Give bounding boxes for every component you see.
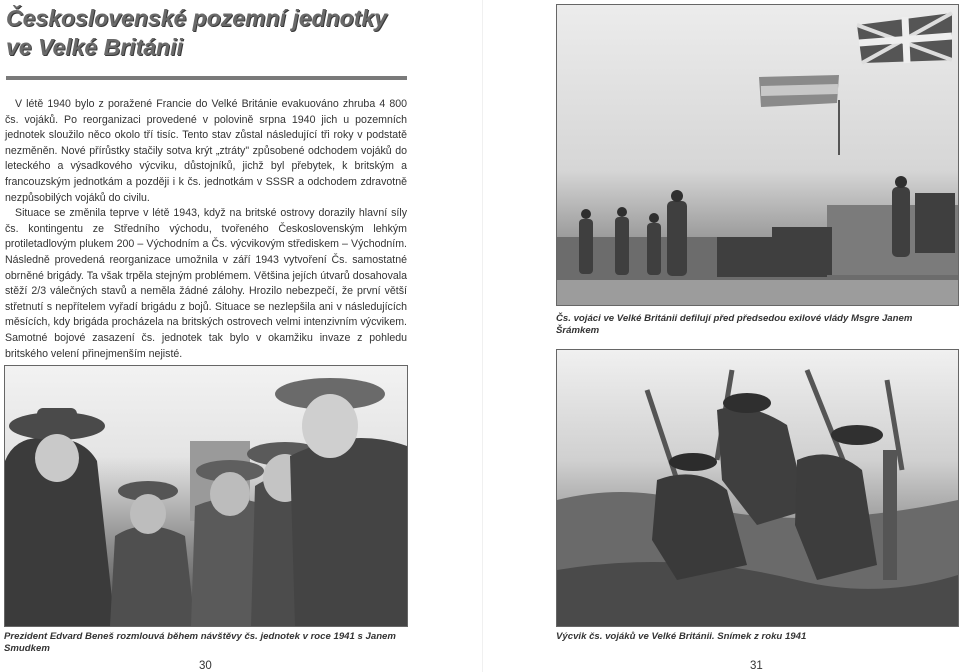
- paragraph-2: Situace se změnila teprve v létě 1943, když na britské ostrovy dorazily hlavní síly čs. kontingentu ze Středního východu, tvořeného Československým lehkým protiletadlovým plukem 200 – Východním a Čs. výcvikovým střediskem – Východním. Následně provedená reorganizace umožnila v září 1943 vytvoření Čs. samostatné obrněné brigády. Ta však trpěla stejným problémem. Většina jejích útvarů dosahovala stěží 2/3 válečných stavů a neměla žádné zálohy. Hrozilo nebezpečí, že první větší střetnutí s nepřítelem vyřadí brigádu z bojů. Situace se nezlepšila ani v následujících měsících, kdy brigáda procházela na britských ostrovech velmi intenzivním výcvikem. Samotné bojové zasazení čs. jednotek tak bylo v okamžiku invaze z pohledu britského velení přinejmenším nejisté.: [5, 207, 407, 360]
- parade-illustration: [557, 5, 958, 305]
- photo-benes-visit: [4, 365, 408, 627]
- title-line-1: Československé pozemní jednotky: [6, 5, 387, 31]
- page-spread-divider: [482, 0, 483, 672]
- title-line-2: ve Velké Británii: [6, 34, 183, 60]
- article-body: [5, 97, 407, 362]
- title-underline: [6, 76, 407, 80]
- page-number-left: 30: [199, 660, 212, 672]
- caption-parade: Čs. vojáci ve Velké Británii defilují před předsedou exilové vlády Msgre Janem Šrámkem: [556, 313, 913, 336]
- paragraph-1: V létě 1940 bylo z poražené Francie do Velké Británie evakuováno zhruba 4 800 čs. vojáků. Po reorganizaci provedené v polovině srpna 1940 jich u pozemních jednotek sloužilo něco okolo tří tisíc. Tento stav zůstal následující tři roky v podstatě nezměněn. Nové přírůstky stačily sotva krýt „ztráty" způsobené odchodem vojáků do leteckého a výsadkového výcviku, důstojníků, jichž byl přebytek, k britským a francouzským jednotkám a později i k čs. jednotkám v SSSR a odchodem zdravotně nezpůsobilých vojáků do civilu.: [5, 98, 407, 204]
- page-title: [6, 4, 406, 62]
- photo-training: [556, 349, 959, 627]
- benes-illustration: [5, 366, 407, 626]
- caption-training: Výcvik čs. vojáků ve Velké Británii. Snímek z roku 1941: [556, 631, 807, 642]
- photo-parade: [556, 4, 959, 306]
- training-illustration: [557, 350, 958, 626]
- caption-benes: Prezident Edvard Beneš rozmlouvá během návštěvy čs. jednotek v roce 1941 s Janem Smudkem: [4, 631, 396, 654]
- page-number-right: 31: [750, 660, 763, 672]
